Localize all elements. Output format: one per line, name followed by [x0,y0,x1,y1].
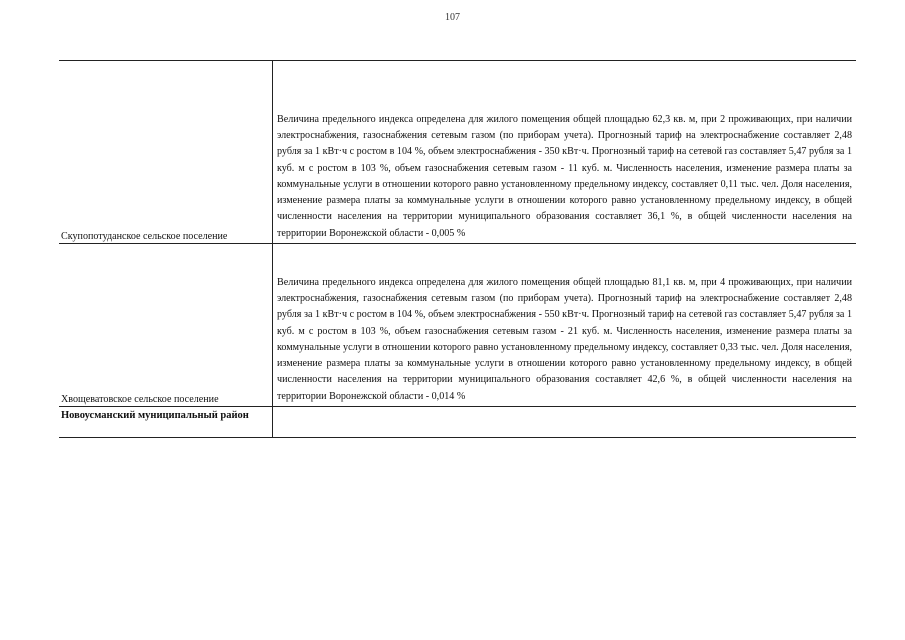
description-cell [273,244,856,406]
indices-table [59,60,856,438]
table-row [59,407,856,438]
district-name: Новоусманский муниципальный район [61,410,249,421]
description-text: Величина предельного индекса определена для жилого помещения общей площадью 81,1 кв. м, при 4 проживающих, при наличии электроснабжения, газоснабжения сетевым газом (по приборам учета). Прогнозный тариф на электроснабжение составляет 2,48 рубля за 1 кВт·ч с ростом в 104 %, объем электроснабжения - 550 кВт·ч. Прогнозный тариф на сетевой газ составляет 5,47 рубля за 1 куб. м с ростом в 103 %, объем газоснабжения сетевым газом - 21 куб. м. Численность населения, изменение размера платы за коммунальные услуги в отношении которого равно установленному предельному индексу, составляет 0,33 тыс. чел. Доля населения, изменение размера платы за коммунальные услуги в отношении которого равно установленному предельному индексу, в общей численности населения на территории муниципального образования составляет 42,6 %, в общей численности населения на территории Воронежской области - 0,014 % [277,276,852,402]
settlement-name-cell [59,61,273,243]
district-name-cell [59,407,273,437]
table-row [59,61,856,244]
settlement-name-cell [59,244,273,406]
description-text: Величина предельного индекса определена для жилого помещения общей площадью 62,3 кв. м, при 2 проживающих, при наличии электроснабжения, газоснабжения сетевым газом (по приборам учета). Прогнозный тариф на электроснабжение составляет 2,48 рубля за 1 кВт·ч с ростом в 104 %, объем электроснабжения - 350 кВт·ч. Прогнозный тариф на сетевой газ составляет 5,47 рубля за 1 куб. м с ростом в 103 %, объем газоснабжения сетевым газом - 11 куб. м. Численность населения, изменение размера платы за коммунальные услуги в отношении которого равно установленному предельному индексу, составляет 0,11 тыс. чел. Доля населения, изменение размера платы за коммунальные услуги в отношении которого равно установленному предельному индексу, в общей численности населения на территории муниципального образования составляет 36,1 %, в общей численности населения на территории Воронежской области - 0,005 % [277,113,852,239]
page-number: 107 [445,12,460,23]
description-cell [273,61,856,243]
settlement-name: Скупопотуданское сельское поселение [61,231,228,242]
settlement-name: Хвощеватовское сельское поселение [61,394,219,405]
description-cell [273,407,856,437]
table-row [59,244,856,407]
